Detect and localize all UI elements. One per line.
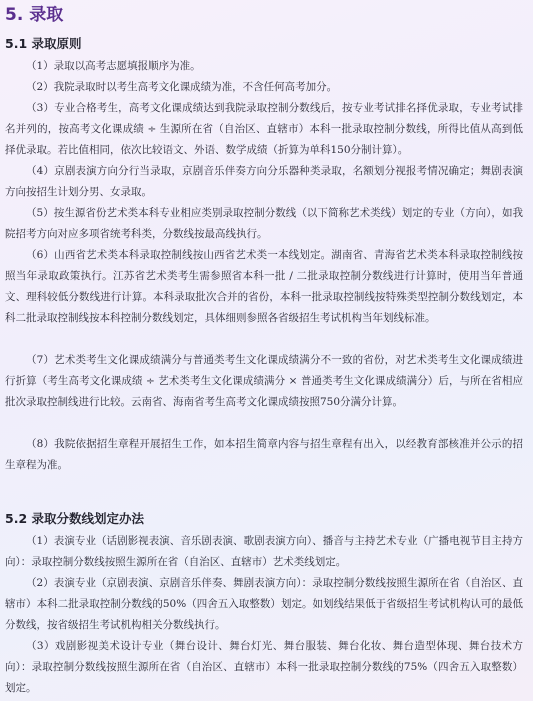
paragraph-principle-5: （5）按生源省份艺术类本科专业相应类别录取控制分数线（以下简称艺术类线）划定的专业（方向），如我院招考方向对应多项省统考科类，分数线按最高线执行。 [5,207,523,240]
paragraph-principle-8: （8）我院依据招生章程开展招生工作，如本招生简章内容与招生章程有出入，以经教育部核准并公示的招生章程为准。 [5,438,523,471]
paragraph-method-2: （2）表演专业（京剧表演、京剧音乐伴奏、舞剧表演方向）：录取控制分数线按照生源所在省（自治区、直辖市）本科二批录取控制分数线的50%（四舍五入取整数）划定。如划线结果低于省级招生考试机构认可的最低分数线，按省级招生考试机构相关分数线执行。 [5,577,523,631]
section-heading-admission-principles: 5.1 录取原则 [5,36,82,51]
paragraph-principle-1: （1）录取以高考志愿填报顺序为准。 [26,60,201,72]
paragraph-method-1: （1）表演专业（话剧影视表演、音乐剧表演、歌剧表演方向）、播音与主持艺术专业（广播电视节目主持方向）：录取控制分数线按照生源所在省（自治区、直辖市）艺术类线划定。 [5,535,523,568]
section-heading-score-line-method: 5.2 录取分数线划定办法 [5,511,144,526]
paragraph-principle-7: （7）艺术类考生文化课成绩满分与普通类考生文化课成绩满分不一致的省份，对艺术类考生文化课成绩进行折算（考生高考文化课成绩 ÷ 艺术类考生文化课成绩满分 × 普通类考生文化课成绩满分）后，与所在省相应批次录取控制线进行比较。云南省、海南省考生高考文化课成绩按照750分满分计算。 [5,354,523,408]
paragraph-method-3: （3）戏剧影视美术设计专业（舞台设计、舞台灯光、舞台服装、舞台化妆、舞台造型体现、舞台技术方向）：录取控制分数线按照生源所在省（自治区、直辖市）本科一批录取控制分数线的75%（四舍五入取整数）划定。 [5,640,523,694]
paragraph-principle-2: （2）我院录取时以考生高考文化课成绩为准，不含任何高考加分。 [26,81,338,93]
paragraph-principle-3: （3）专业合格考生，高考文化课成绩达到我院录取控制分数线后，按专业考试排名择优录取，专业考试排名并列的，按高考文化课成绩 ÷ 生源所在省（自治区、直辖市）本科一批录取控制分数线，所得比值从高到低择优录取。若比值相同，依次比较语文、外语、数学成绩（折算为单科150分制计算）。 [5,102,523,156]
paragraph-principle-4: （4）京剧表演方向分行当录取，京剧音乐伴奏方向分乐器种类录取，名额划分视报考情况确定；舞剧表演方向按招生计划分男、女录取。 [5,165,523,198]
paragraph-principle-6: （6）山西省艺术类本科录取控制线按山西省艺术类一本线划定。湖南省、青海省艺术类本科录取控制线按照当年录取政策执行。江苏省艺术类考生需参照省本科一批 / 二批录取控制分数线进行计算时，使用当年普通文、理科较低分数线进行计算。本科录取批次合并的省份，本科一批录取控制线按特殊类型控制分数线划定，本科二批录取控制线按本科控制分数线划定，具体细则参照各省级招生考试机构当年划线标准。 [5,249,523,324]
page-title: 5. 录取 [5,5,64,25]
